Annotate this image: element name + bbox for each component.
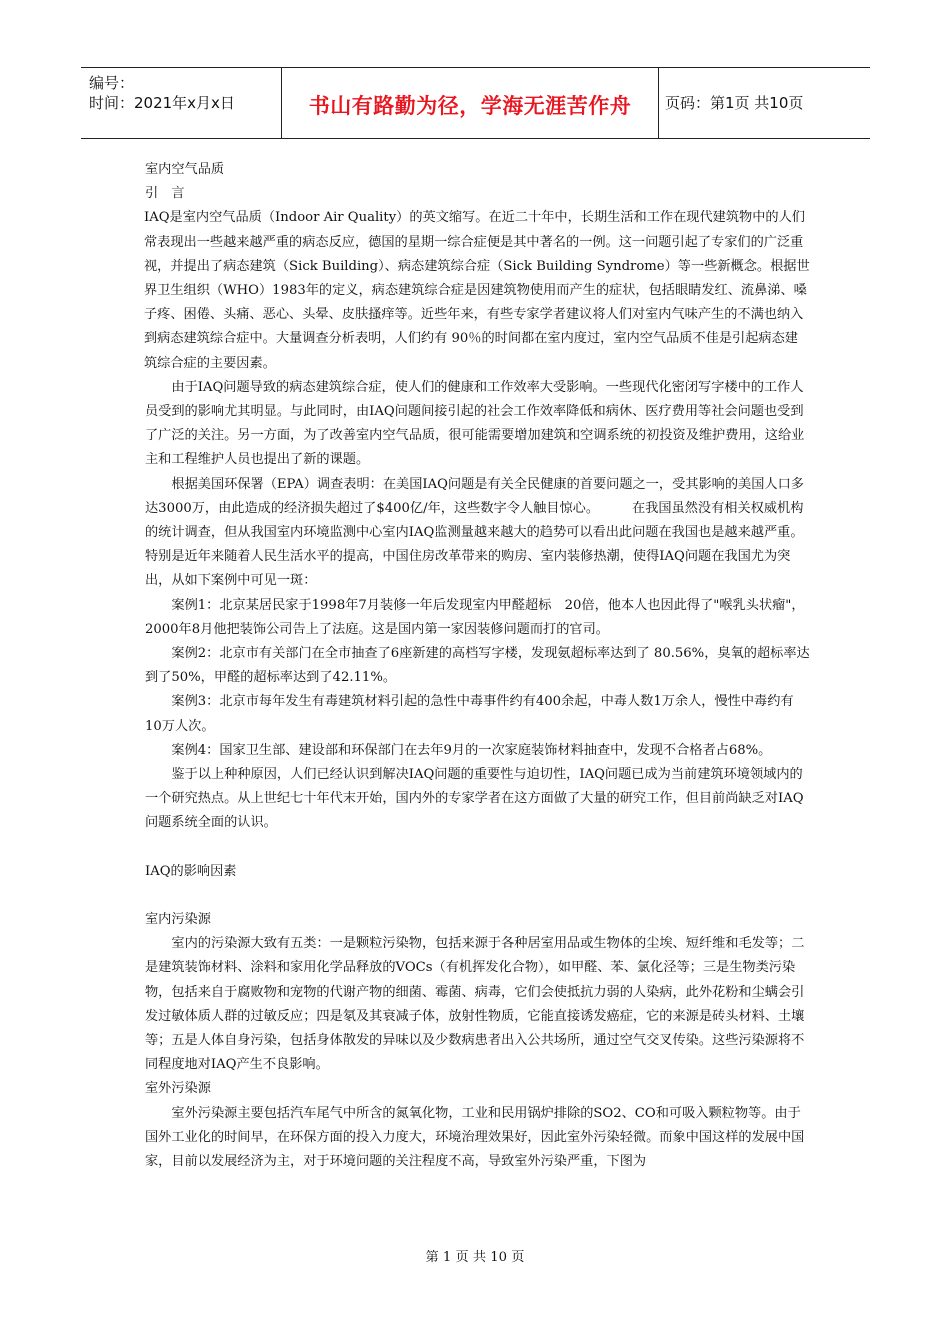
header-left-cell [81,68,281,138]
spacer [145,836,810,860]
intro-paragraph-2: 由于IAQ问题导致的病态建筑综合症，使人们的健康和工作效率大受影响。一些现代化密闭写字楼中的工作人员受到的影响尤其明显。与此同时，由IAQ问题间接引起的社会工作效率降低和病休、医疗费用等社会问题也受到了广泛的关注。另一方面，为了改善室内空气品质，很可能需要增加建筑和空调系统的初投资及维护费用，这给业主和工程维护人员也提出了新的课题。 [145,379,805,468]
document-title: 室内空气品质 [145,162,225,177]
indoor-sources-text: 室内的污染源大致有五类：一是颗粒污染物，包括来源于各种居室用品或生物体的尘埃、短纤维和毛发等；二是建筑装饰材料、涂料和家用化学品释放的VOCs（有机挥发化合物），如甲醛、苯、氯化泾等；三是生物类污染物，包括来自于腐败物和宠物的代谢产物的细菌、霉菌、病毒，它们会使抵抗力弱的人染病，此外花粉和尘螨会引发过敏体质人群的过敏反应；四是氡及其衰减子体，放射性物质，它能直接诱发癌症，它的来源是砖头材料、土壤等；五是人体自身污染，包括身体散发的异味以及少数病患者出入公共场所，通过空气交叉传染。这些污染源将不同程度地对IAQ产生不良影响。 [145,936,805,1073]
intro-heading: 引 言 [145,186,185,202]
outdoor-sources-heading: 室外污染源 [145,1081,211,1097]
intro-paragraph-4: 鉴于以上种种原因，人们已经认识到解决IAQ问题的重要性与迫切性，IAQ问题已成为当前建筑环境领域内的一个研究热点。从上世纪七十年代末开始，国内外的专家学者在这方面做了大量的研究工作，但目前尚缺乏对IAQ问题系统全面的认识。 [145,767,804,831]
indoor-sources-heading: 室内污染源 [145,911,211,927]
motto: 书山有路勤为径，学海无涯苦作舟 [308,94,632,118]
factors-heading: IAQ的影响因素 [145,863,237,879]
spacer [145,884,810,908]
time-label: 时间：2021年x月x日 [89,94,235,112]
case-4: 案例4：国家卫生部、建设部和环保部门在去年9月的一次家庭装饰材料抽查中，发现不合格者占68%。 [171,742,772,758]
intro-paragraph-1: IAQ是室内空气品质（Indoor Air Quality）的英文缩写。在近二十年中，长期生活和工作在现代建筑物中的人们常表现出一些越来越严重的病态反应，德国的星期一综合症便是其中著名的一例。这一问题引起了专家们的广泛重视，并提出了病态建筑（Sick Building）、病态建筑综合症（Sick Building Syndrome）等一些新概念。根据世界卫生组织（WHO）1983年的定义，病态建筑综合症是因建筑物使用而产生的症状，包括眼睛发红、流鼻涕、嗓子疼、困倦、头痛、恶心、头晕、皮肤搔痒等。近些年来，有些专家学者建议将人们对室内气味产生的不满也纳入到病态建筑综合症中。大量调查分析表明，人们约有 90％的时间都在室内度过，室内空气品质不佳是引起病态建筑综合症的主要因素。 [144,210,810,371]
outdoor-sources-text: 室外污染源主要包括汽车尾气中所含的氮氧化物，工业和民用锅炉排除的SO2、CO和可吸入颗粒物等。由于国外工业化的时间早，在环保方面的投入力度大，环境治理效果好，因此室外污染轻微。而象中国这样的发展中国家，目前以发展经济为主，对于环境问题的关注程度不高，导致室外污染严重，下图为 [145,1105,805,1169]
document-body [145,158,810,1174]
page-header [81,67,870,139]
number-label: 编号： [89,74,135,92]
page-number-label: 页码：第1页 共10页 [665,94,804,112]
case-2: 案例2：北京市有关部门在全市抽查了6座新建的高档写字楼，发现氨超标率达到了 80.56%，臭氧的超标率达到了50%，甲醛的超标率达到了42.11%。 [145,646,810,686]
page-footer: 第 1 页 共 10 页 [425,1250,525,1265]
intro-paragraph-3: 根据美国环保署（EPA）调查表明：在美国IAQ问题是有关全民健康的首要问题之一，受其影响的美国人口多达3000万，由此造成的经济损失超过了$400亿/年，这些数字令人触目惊心。 在我国虽然没有相关权威机构的统计调查，但从我国室内环境监测中心室内IAQ监测量越来越大的趋势可以看出此问题在我国也是越来越严重。特别是近年来随着人民生活水平的提高，中国住房改革带来的购房、室内装修热潮，使得IAQ问题在我国尤为突出，从如下案例中可见一斑： [145,476,804,589]
case-3: 案例3：北京市每年发生有毒建筑材料引起的急性中毒事件约有400余起，中毒人数1万余人，慢性中毒约有10万人次。 [145,694,794,734]
case-1: 案例1：北京某居民家于1998年7月装修一年后发现室内甲醛超标 20倍，他本人也因此得了"喉乳头状瘤"，2000年8月他把装饰公司告上了法庭。这是国内第一家因装修问题而打的官司。 [145,597,805,637]
header-motto-cell [281,68,659,138]
